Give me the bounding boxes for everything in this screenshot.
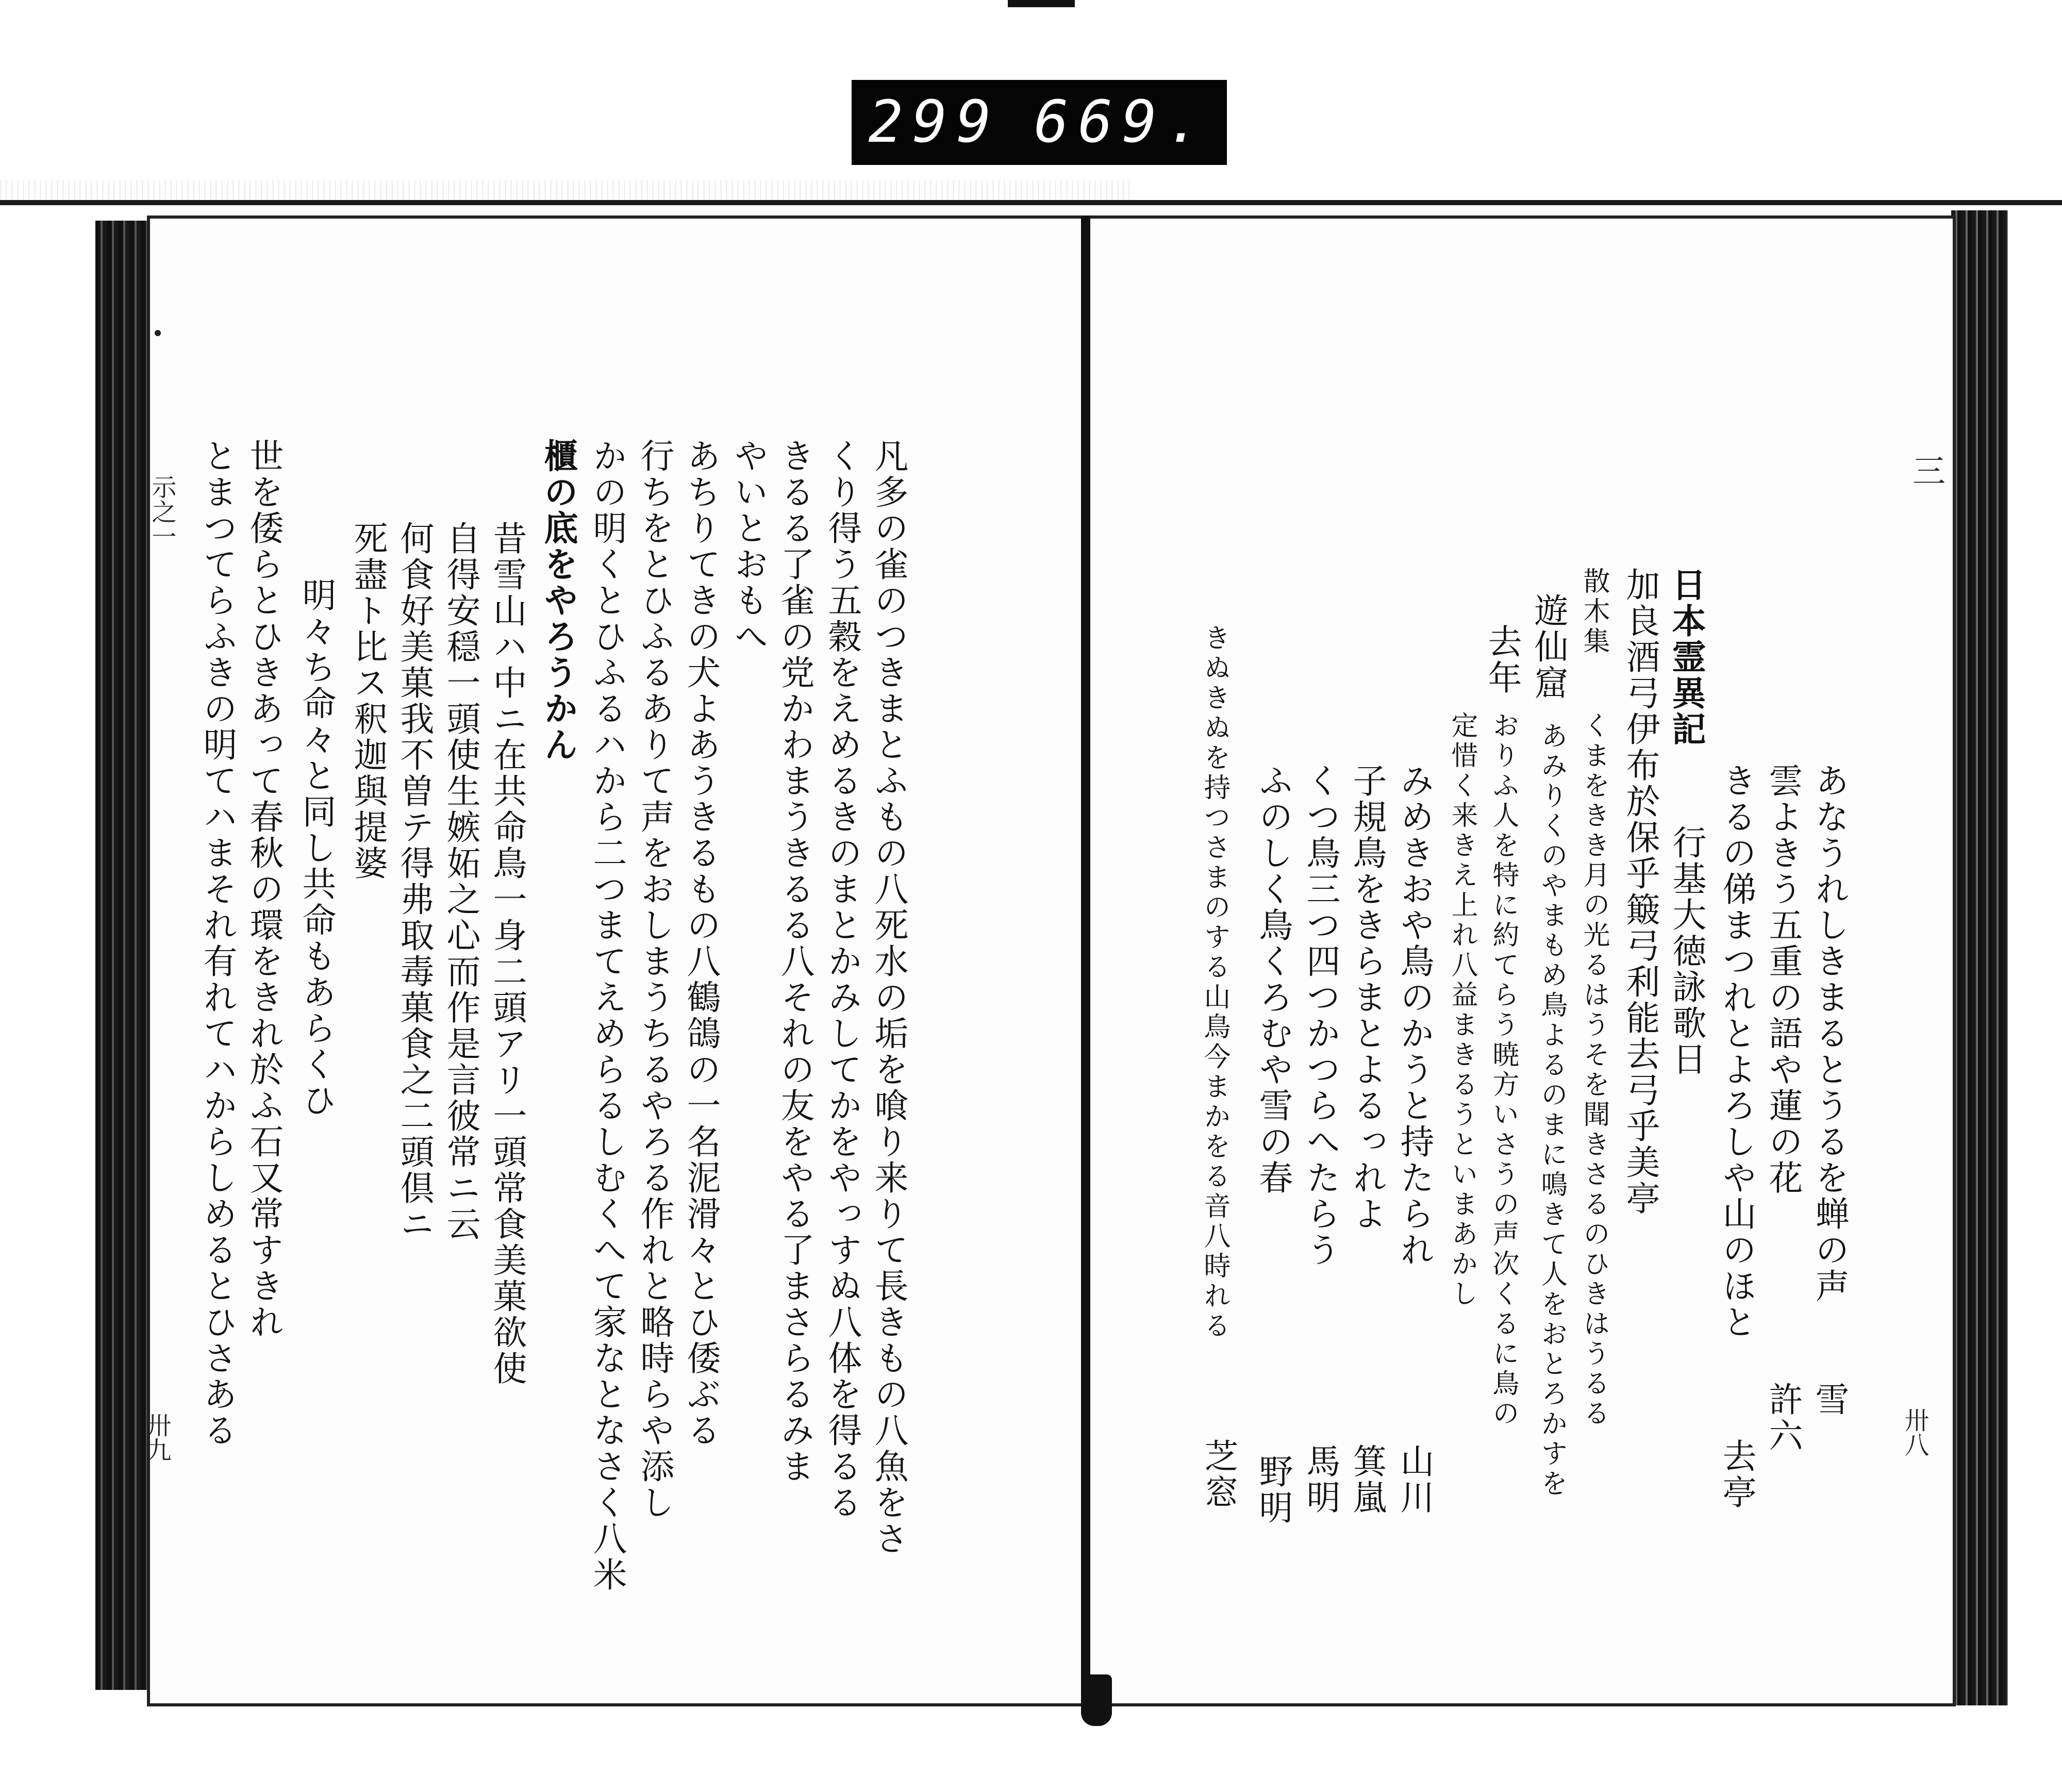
left-margin-mark-bottom: 卅九	[142, 1413, 171, 1462]
left-column-10: 自得安穏一頭使生嫉妬之心而作是言彼常ニ云	[441, 521, 480, 1242]
top-tab-mark	[1008, 0, 1075, 7]
left-column-3: きるる了雀の党かわまうきるる八それの友をやる了まさらるみま	[775, 438, 814, 1485]
attribution-7: 野明	[1253, 1454, 1293, 1526]
bookmark-ribbon	[1081, 1674, 1112, 1726]
right-column-3: きるの俤まつれとよろしや山のほと	[1717, 763, 1756, 1340]
left-column-4: やいとおもへ	[728, 438, 768, 655]
right-column-14: みめきおや鳥のかうと持たられ	[1394, 763, 1434, 1268]
open-book	[95, 210, 1992, 1721]
right-column-1: あなうれしきまるとうるを蝉の声	[1809, 763, 1849, 1304]
right-column-16: くつ鳥三つ四つかつらへたらう	[1301, 763, 1340, 1268]
left-column-15: とまつてらふきの明てハまそれ有れてハからしめるとひさある	[197, 438, 237, 1449]
right-margin-mark: 卅八	[1900, 1407, 1929, 1457]
right-running-head: 三	[1907, 454, 1945, 487]
left-column-11: 何食好美菓我不曽テ得弗取毒菓食之二頭倶ニ	[394, 521, 434, 1242]
attribution-2: 許六	[1763, 1382, 1803, 1454]
attribution-8: 芝窓	[1199, 1438, 1238, 1511]
right-column-13: 定惜く来きえ上れ八益まきるうといまあかし	[1446, 711, 1477, 1309]
left-column-2: くり得う五穀をえめるきのまとかみしてかをやっすぬ八体を得るる	[822, 438, 862, 1521]
right-column-2: 雲よきう五重の語や蓮の花	[1763, 763, 1803, 1196]
attribution-4: 山川	[1394, 1443, 1434, 1516]
left-column-7: かの明くとひふるハから二つまてえめらるしむくへて家なとなさく八米	[587, 438, 627, 1593]
left-margin-mark-top: 示之一	[147, 474, 176, 549]
right-column-7: 散木集	[1578, 567, 1609, 657]
right-column-8: くまをきき月の光るはうそを聞きさるのひきはうるる	[1578, 711, 1609, 1429]
scan-noise	[0, 180, 1134, 201]
frame-counter-label	[852, 80, 1227, 165]
right-column-5: 行基大徳詠歌日	[1667, 825, 1706, 1077]
attribution-3: 去亭	[1717, 1438, 1756, 1511]
right-page-edge	[1951, 210, 2008, 1705]
left-column-12: 死盡ト比ス釈迦與提婆	[348, 521, 388, 882]
left-column-13: 明々ち命々と同し共命もあらくひ	[296, 577, 336, 1119]
ink-speck	[155, 330, 161, 336]
right-column-6: 加良酒弓伊布於保乎簸弓利能去弓乎美亭	[1620, 567, 1660, 1217]
right-column-10: あみりくのやまもめ鳥よるのまに鳴きて人をおとろかすを	[1536, 722, 1567, 1499]
right-column-17: ふのしく鳥くろむや雪の春	[1253, 763, 1293, 1196]
left-column-5: あちりてきの犬よあうきるもの八鶴鴿の一名泥滑々とひ倭ぶる	[681, 438, 721, 1449]
left-column-14: 世を倭らとひきあって春秋の環をきれ於ふ石又常すきれ	[244, 438, 284, 1340]
right-column-11: 去年	[1482, 624, 1522, 696]
attribution-5: 箕嵐	[1347, 1443, 1387, 1516]
right-column-9: 遊仙窟	[1528, 593, 1568, 701]
right-column-12: おりふ人を特に約てらう暁方いさうの声次くるに鳥の	[1488, 711, 1519, 1429]
right-column-15: 子規鳥をきらまとよるっれよ	[1347, 763, 1387, 1232]
left-column-6: 行ちをとひふるありて声をおしまうちるやろる作れと略時らや添し	[635, 438, 674, 1521]
counter-right-number: 669.	[1034, 89, 1210, 156]
attribution-6: 馬明	[1301, 1443, 1340, 1516]
left-column-1: 凡多の雀のつきまとふもの八死水の垢を喰り来りて長きもの八魚をさ	[869, 438, 908, 1557]
left-column-9: 昔雪山ハ中ニ在共命鳥一身二頭アリ一頭常食美菓欲使	[487, 521, 527, 1387]
scan-line	[0, 200, 2062, 205]
counter-left-number: 299	[868, 89, 1001, 156]
right-column-18: きぬきぬを持つさまのする山鳥今まかをる音八時れる	[1199, 624, 1230, 1341]
right-column-4: 日本霊異記	[1666, 567, 1706, 748]
attribution-1: 雪	[1809, 1382, 1849, 1418]
left-column-8: 櫃の底をやろうかん	[538, 438, 578, 763]
left-page-edge	[95, 221, 147, 1690]
book-spine	[1081, 215, 1090, 1700]
